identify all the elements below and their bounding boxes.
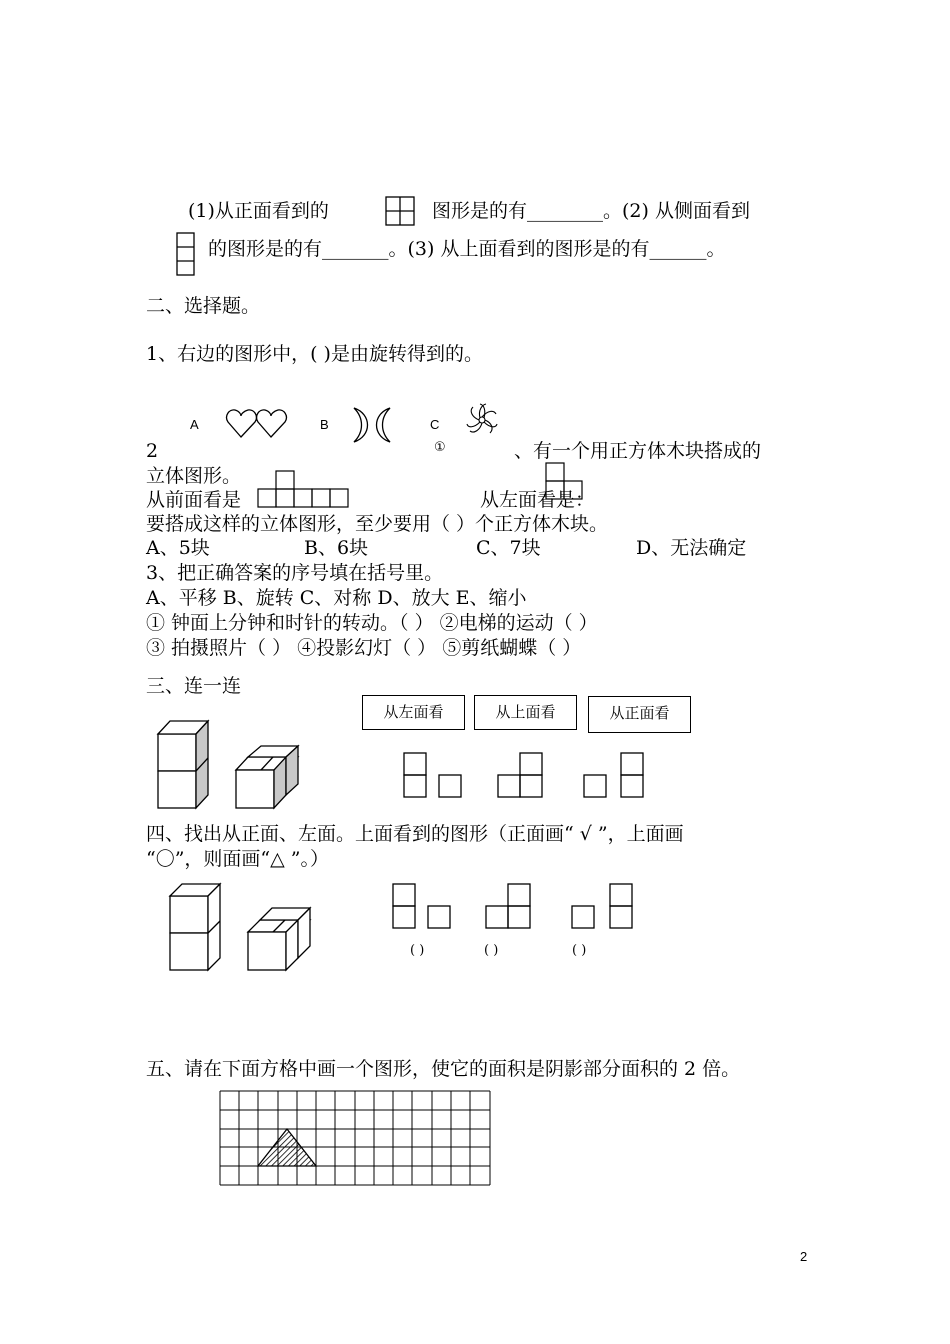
- view-shapes-2: [393, 884, 632, 928]
- q2-option-b: B、6块: [304, 537, 369, 559]
- q2-option-a: A、5块: [146, 537, 210, 559]
- stacked-cubes: [158, 721, 208, 808]
- section2-heading: 二、选择题。: [146, 295, 261, 317]
- vertical-two-cells-icon: [177, 233, 194, 275]
- q2-front-label: 从前面看是: [146, 489, 242, 511]
- q2-option-c: C、7块: [476, 537, 541, 559]
- section4-line2: “〇”，则面画“△ ”。）: [146, 848, 330, 870]
- section3-heading: 三、连一连: [146, 675, 242, 697]
- section4-line1: 四、找出从正面、左面。上面看到的图形（正面画“ √ ”，上面画: [146, 823, 684, 845]
- grid-2x2-icon: [386, 197, 414, 225]
- l-shaped-cubes-2: [248, 908, 310, 970]
- q1-option-c: C: [430, 417, 440, 432]
- q3-line2: ③ 拍摄照片（ ） ④投影幻灯（ ） ⑤剪纸蝴蝶（ ）: [146, 637, 582, 659]
- grid-lines: [220, 1091, 490, 1185]
- front-view-shape: [258, 471, 348, 507]
- q1-option-a: A: [190, 417, 199, 432]
- q2-option-d: D、无法确定: [636, 537, 747, 559]
- answer-paren-1[interactable]: ( ): [410, 943, 425, 958]
- q1-circled-note: ①: [434, 439, 446, 454]
- q3-line1: ① 钟面上分钟和时针的转动。（ ） ②电梯的运动（ ）: [146, 612, 598, 634]
- stacked-cubes-2: [170, 884, 220, 970]
- shaded-triangle: [258, 1129, 316, 1166]
- q1-text: 1、右边的图形中，( )是由旋转得到的。: [146, 343, 483, 365]
- q1-option-b: B: [320, 417, 329, 432]
- q3-choices: A、平移 B、旋转 C、对称 D、放大 E、缩小: [146, 587, 527, 609]
- intro-text-1: (1)从正面看到的: [188, 200, 329, 222]
- q2-number: 2: [146, 440, 159, 462]
- hearts-icon: [227, 410, 287, 437]
- label-top-view: 从上面看: [474, 695, 577, 730]
- crescents-icon: [354, 408, 390, 442]
- section5-text: 五、请在下面方格中画一个图形，使它的面积是阴影部分面积的 2 倍。: [146, 1058, 741, 1080]
- intro-text-3: 的图形是的有_______。(3) 从上面看到的图形是的有______。: [208, 238, 726, 260]
- answer-paren-2[interactable]: ( ): [484, 943, 499, 958]
- q2-line2: 立体图形。: [146, 465, 242, 487]
- intro-text-2: 图形是的有________。(2) 从侧面看到: [432, 200, 750, 222]
- label-left-view: 从左面看: [362, 695, 465, 730]
- page-number: 2: [800, 1249, 808, 1264]
- label-front-view: 从正面看: [588, 696, 691, 733]
- q2-left-label: 从左面看是：: [480, 489, 595, 511]
- q2-text: 、有一个用正方体木块搭成的: [514, 440, 762, 462]
- l-shaped-cubes: [236, 746, 298, 808]
- swirl-icon: [467, 404, 497, 433]
- q3-text: 3、把正确答案的序号填在括号里。: [146, 562, 444, 584]
- answer-paren-3[interactable]: ( ): [572, 943, 587, 958]
- q2-question: 要搭成这样的立体图形，至少要用（ ）个正方体木块。: [146, 513, 609, 535]
- view-shapes: [404, 753, 643, 797]
